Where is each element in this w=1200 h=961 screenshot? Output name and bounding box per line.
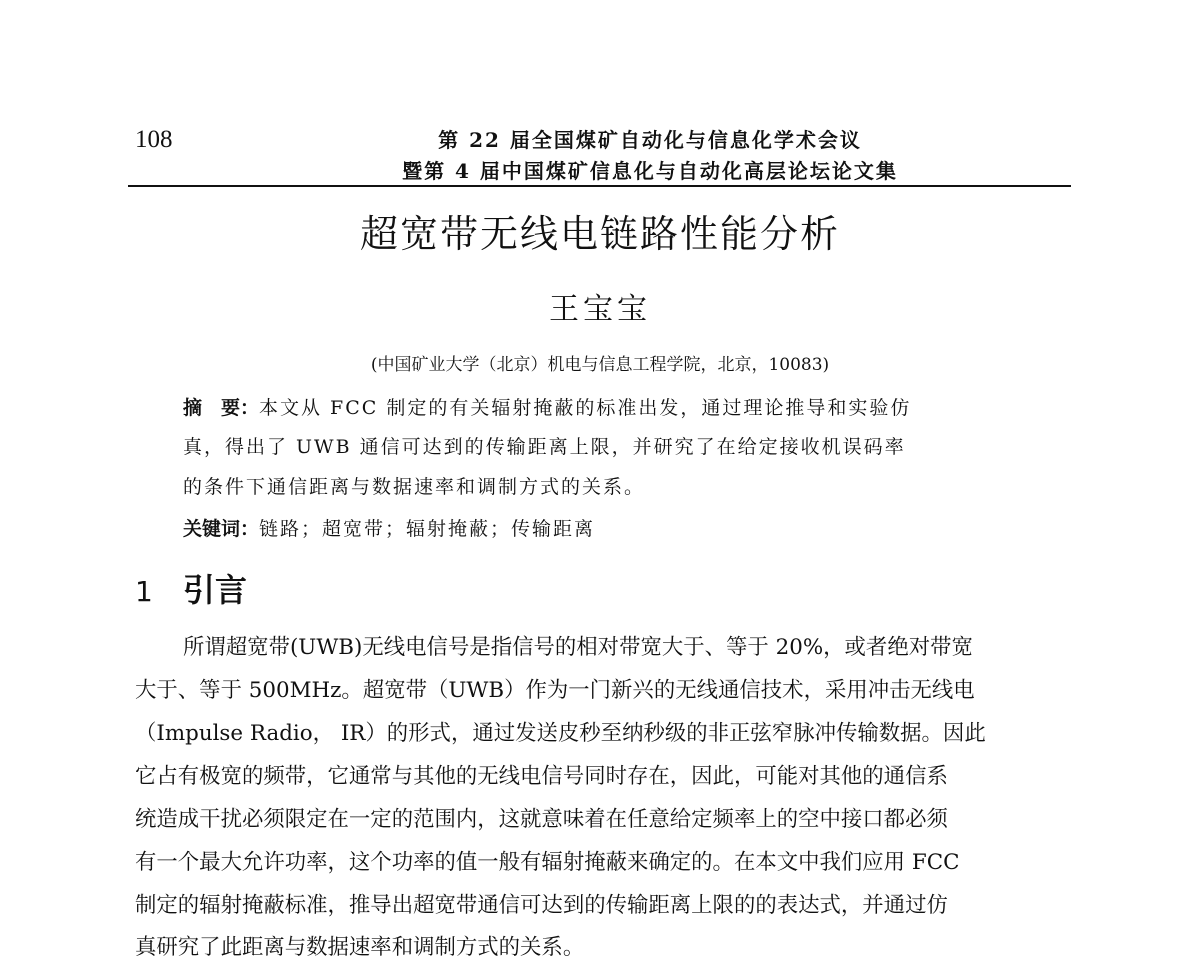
- abstract-text: 本文从 FCC 制定的有关辐射掩蔽的标准出发，通过理论推导和实验仿: [259, 397, 912, 419]
- body-line: 有一个最大允许功率，这个功率的值一般有辐射掩蔽来确定的。在本文中我们应用 FCC: [135, 850, 960, 875]
- abstract-line: 真，得出了 UWB 通信可达到的传输距离上限，并研究了在给定接收机误码率: [183, 436, 906, 458]
- body-line: 真研究了此距离与数据速率和调制方式的关系。: [135, 935, 585, 960]
- body-line: 统造成干扰必须限定在一定的范围内，这就意味着在任意给定频率上的空中接口都必须: [135, 807, 948, 832]
- conference-title-line-1: 第 22 届全国煤矿自动化与信息化学术会议: [438, 128, 862, 152]
- section-number: 1: [135, 575, 153, 608]
- author-name: 王宝宝: [549, 292, 651, 327]
- keywords-line: [183, 514, 595, 541]
- keywords-label: 关键词：: [183, 518, 260, 540]
- body-line: （Impulse Radio， IR）的形式，通过发送皮秒至纳秒级的非正弦窄脉冲传输数据。因此: [135, 721, 986, 746]
- body-line: 所谓超宽带(UWB)无线电信号是指信号的相对带宽大于、等于 20%，或者绝对带宽: [183, 635, 973, 660]
- keywords-text: 链路；超宽带；辐射掩蔽；传输距离: [259, 518, 596, 540]
- body-line: 大于、等于 500MHz。超宽带（UWB）作为一门新兴的无线通信技术，采用冲击无线电: [135, 678, 975, 703]
- page-number: 108: [135, 126, 173, 153]
- section-heading: [135, 565, 247, 611]
- abstract-line: [183, 393, 911, 420]
- conference-title-line-2: 暨第 4 届中国煤矿信息化与自动化高层论坛论文集: [402, 159, 898, 183]
- body-line: 它占有极宽的频带，它通常与其他的无线电信号同时存在，因此，可能对其他的通信系: [135, 764, 948, 789]
- abstract-line: 的条件下通信距离与数据速率和调制方式的关系。: [183, 476, 646, 498]
- abstract-label: 摘 要：: [183, 397, 260, 419]
- paper-title: 超宽带无线电链路性能分析: [359, 212, 840, 256]
- header-divider: [128, 185, 1071, 187]
- section-title: 引言: [183, 571, 248, 609]
- author-affiliation: (中国矿业大学（北京）机电与信息工程学院，北京，10083): [370, 355, 830, 375]
- body-line: 制定的辐射掩蔽标准，推导出超宽带通信可达到的传输距离上限的的表达式，并通过仿: [135, 893, 948, 918]
